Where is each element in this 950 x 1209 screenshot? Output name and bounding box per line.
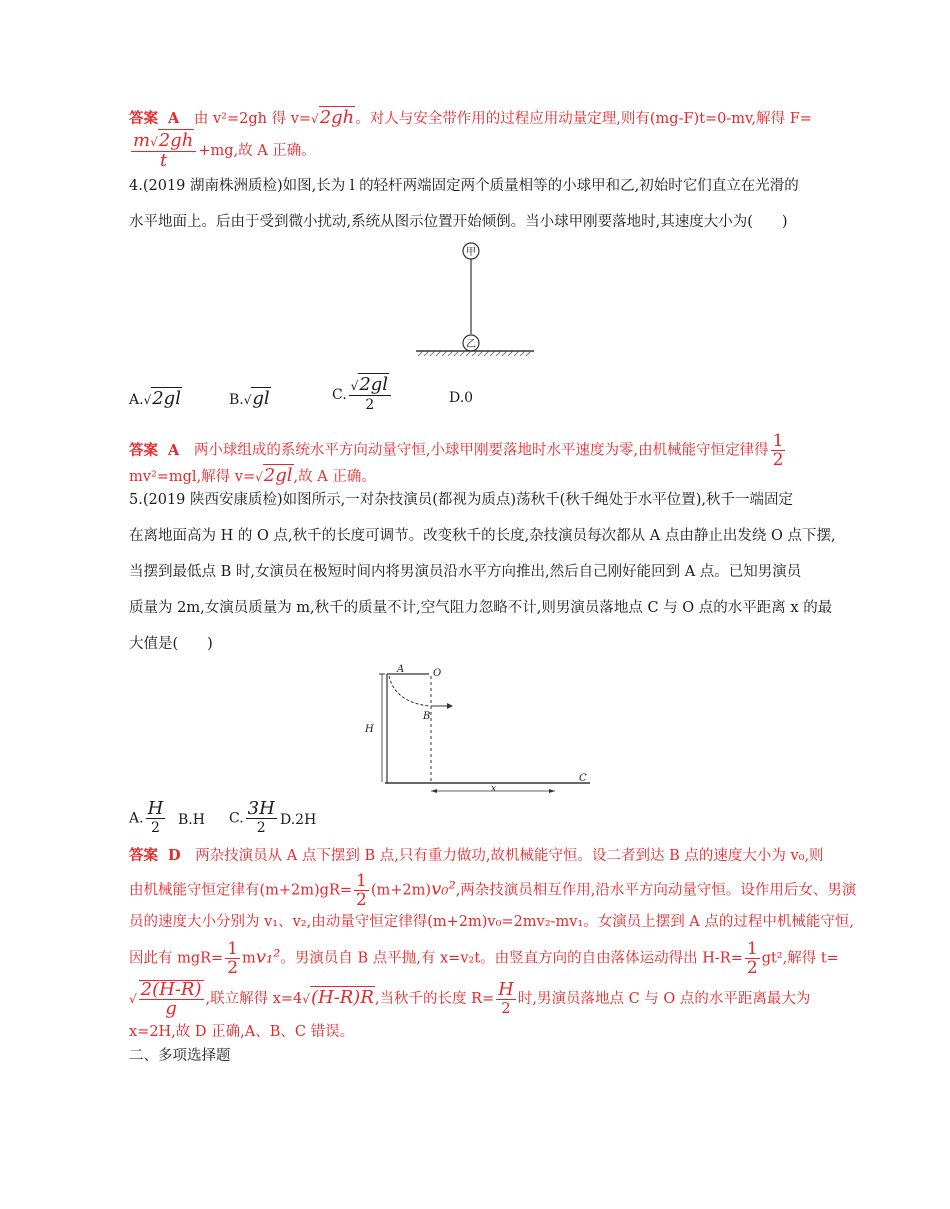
- fraction-denominator: 2: [256, 820, 266, 836]
- answer-choice: D: [168, 847, 181, 864]
- q3-answer-line1: 答案 A 由 v²=2gh 得 v=√2gh。对人与安全带作用的过程应用动量定理,则有(mg-F)t=0-mv,解得 F=: [129, 107, 812, 128]
- fraction-denominator: 2: [356, 890, 367, 910]
- answer-text: 因此有 mgR=: [129, 950, 224, 967]
- ball-yi-label: 乙: [466, 339, 476, 350]
- choice-letter: A.: [129, 392, 144, 408]
- velocity-symbol: v₁²: [255, 946, 281, 968]
- answer-text: m: [242, 950, 256, 967]
- fraction-denominator: 2: [772, 450, 784, 470]
- fraction-numerator: 1: [356, 871, 367, 891]
- q5-answer-line5: √ $\frac{2(H-R)}{g}$ ,联立解得 x=4√(H-R)R,当秋千的长度 R= $\frac{H}{2}$ 时,男演员落地点 C 与 O 点的水平距离最大为: [129, 978, 811, 1019]
- q4-stem-line1: 4.(2019 湖南株洲质检)如图,长为 l 的轻杆两端固定两个质量相等的小球甲和乙,初始时它们直立在光滑的: [129, 178, 799, 194]
- answer-text: +mg,故 A 正确。: [198, 143, 316, 159]
- q5-stem-line3: 当摆到最低点 B 时,女演员在极短时间内将男演员沿水平方向推出,然后自己刚好能回到 A 点。已知男演员: [129, 564, 802, 580]
- fraction-denominator: 2: [746, 958, 758, 978]
- fraction-numerator: 1: [746, 939, 758, 959]
- q4-choice-b[interactable]: B.√gl: [229, 388, 270, 409]
- q5-stem-line2: 在离地面高为 H 的 O 点,秋千的长度可调节。改变秋千的长度,杂技演员每次都从 A 点由静止出发绕 O 点下摆,: [129, 528, 836, 544]
- answer-text: (m+2m): [370, 882, 432, 899]
- fraction: [771, 432, 786, 469]
- q5-stem-line1: 5.(2019 陕西安康质检)如图所示,一对杂技演员(都视为质点)荡秋千(秋千绳处于水平位置),秋千一端固定: [129, 492, 794, 508]
- q5-choice-d[interactable]: D.2H: [280, 812, 317, 828]
- sqrt-expression: gl: [252, 388, 270, 409]
- q5-choice-c[interactable]: [229, 800, 279, 837]
- fraction-denominator: 2: [501, 1000, 511, 1017]
- answer-text: ,两杂技演员相互作用,沿水平方向动量守恒。设作用后女、男演: [455, 882, 857, 899]
- answer-text: 。对人与安全带作用的过程应用动量定理,则有(mg-F)t=0-mv,解得 F=: [355, 111, 812, 127]
- q5-choice-b[interactable]: B.H: [178, 812, 205, 828]
- fraction-numerator: 2(H-R): [140, 979, 202, 1000]
- point-a-label: A: [397, 664, 405, 675]
- distance-x-label: x: [491, 784, 497, 794]
- q5-stem-line4: 质量为 2m,女演员质量为 m,秋千的质量不计,空气阻力忽略不计,则男演员落地点 C 与 O 点的水平距离 x 的最: [129, 600, 833, 616]
- sqrt-expression: 2gl: [359, 374, 389, 395]
- q5-answer-line4: [129, 940, 839, 977]
- fraction: [139, 980, 204, 1018]
- fraction: [146, 800, 166, 837]
- answer-label: 答案: [129, 847, 158, 864]
- answer-text: mv²=mgl,解得 v=: [129, 469, 256, 485]
- q4-answer-line2: mv²=mgl,解得 v=√2gl,故 A 正确。: [129, 465, 376, 486]
- answer-text: 两小球组成的系统水平方向动量守恒,小球甲刚要落地时水平速度为零,由机械能守恒定律得: [193, 442, 769, 459]
- point-o-label: O: [433, 668, 442, 679]
- answer-text: ,联立解得 x=4: [205, 991, 303, 1007]
- choice-letter: C.: [332, 387, 347, 403]
- answer-text: 两杂技演员从 A 点下摆到 B 点,只有重力做功,故机械能守恒。设二者到达 B 点的速度大小为 v₀,则: [195, 848, 824, 864]
- q4-answer-line1: [129, 432, 787, 469]
- q5-choice-a[interactable]: [129, 800, 167, 837]
- choice-letter: A.: [129, 810, 144, 827]
- q4-choice-a[interactable]: A.√2gl: [129, 388, 181, 409]
- fraction-numerator: H: [498, 978, 514, 1000]
- sqrt-expression: 2gh: [158, 130, 194, 151]
- section-heading: 二、多项选择题: [129, 1048, 231, 1064]
- point-b-label: B: [423, 711, 431, 722]
- sqrt-expression: (H-R)R: [310, 987, 374, 1008]
- answer-text: gt²,解得 t=: [761, 950, 839, 967]
- fraction: [745, 940, 760, 977]
- q5-answer-line1: [129, 846, 824, 866]
- fraction-numerator: m: [133, 130, 151, 151]
- fraction-denominator: g: [165, 998, 177, 1019]
- answer-text: 。男演员自 B 点平抛,有 x=v₂t。由竖直方向的自由落体运动得出 H-R=: [280, 950, 743, 967]
- q5-answer-line2: [129, 872, 856, 909]
- sqrt-expression: 2gl: [152, 388, 181, 409]
- height-h-label: H: [365, 724, 374, 735]
- answer-choice: A: [168, 441, 180, 459]
- velocity-symbol: v₀²: [431, 878, 456, 900]
- q3-answer-line2: [129, 132, 316, 170]
- q4-figure-rod-balls: [410, 240, 540, 360]
- q5-stem-line5: 大值是( ): [129, 636, 213, 652]
- fraction: $\frac{m√2gh}{t}$: [131, 132, 196, 170]
- fraction-denominator: 2: [365, 397, 375, 413]
- sqrt-expression: 2gh: [319, 107, 355, 128]
- point-c-label: C: [579, 773, 587, 784]
- fraction: [354, 872, 369, 909]
- answer-text: 时,男演员落地点 C 与 O 点的水平距离最大为: [517, 991, 811, 1007]
- answer-choice: A: [168, 110, 180, 127]
- answer-label: 答案: [129, 441, 158, 459]
- sqrt-expression: 2gl: [263, 465, 293, 486]
- ball-jia-label: 甲: [466, 247, 476, 258]
- fraction-numerator: 1: [772, 431, 784, 451]
- fraction: [246, 800, 277, 837]
- choice-letter: C.: [229, 810, 244, 827]
- fraction: [496, 978, 516, 1018]
- q4-choice-d[interactable]: D.0: [449, 390, 474, 406]
- q4-stem-line2: 水平地面上。后由于受到微小扰动,系统从图示位置开始倾倒。当小球甲刚要落地时,其速度大小为( ): [129, 214, 788, 230]
- fraction-denominator: t: [160, 150, 168, 171]
- answer-text: 由机械能守恒定律有(m+2m)gR=: [129, 882, 353, 899]
- fraction-denominator: 2: [227, 958, 239, 978]
- fraction-numerator: 1: [227, 939, 239, 959]
- answer-text: ,当秋千的长度 R=: [374, 991, 495, 1007]
- choice-letter: B.: [229, 392, 244, 408]
- fraction-numerator: H: [147, 798, 164, 819]
- q5-answer-line3: 员的速度大小分别为 v₁、v₂,由动量守恒定律得(m+2m)v₀=2mv₂-mv₁。女演员上摆到 A 点的过程中机械能守恒,: [129, 914, 854, 930]
- answer-label: 答案: [129, 110, 158, 127]
- q4-choice-c[interactable]: [332, 376, 393, 414]
- fraction: [225, 940, 240, 977]
- answer-text: ,故 A 正确。: [293, 469, 376, 485]
- fraction-numerator: 3H: [247, 798, 275, 819]
- fraction: $\frac{√2gl}{2}$: [349, 376, 391, 414]
- answer-text: 由 v²=2gh 得 v=: [193, 111, 312, 127]
- fraction-denominator: 2: [150, 820, 160, 836]
- q5-answer-line6: x=2H,故 D 正确,A、B、C 错误。: [129, 1024, 355, 1040]
- q5-figure-swing: [355, 660, 595, 798]
